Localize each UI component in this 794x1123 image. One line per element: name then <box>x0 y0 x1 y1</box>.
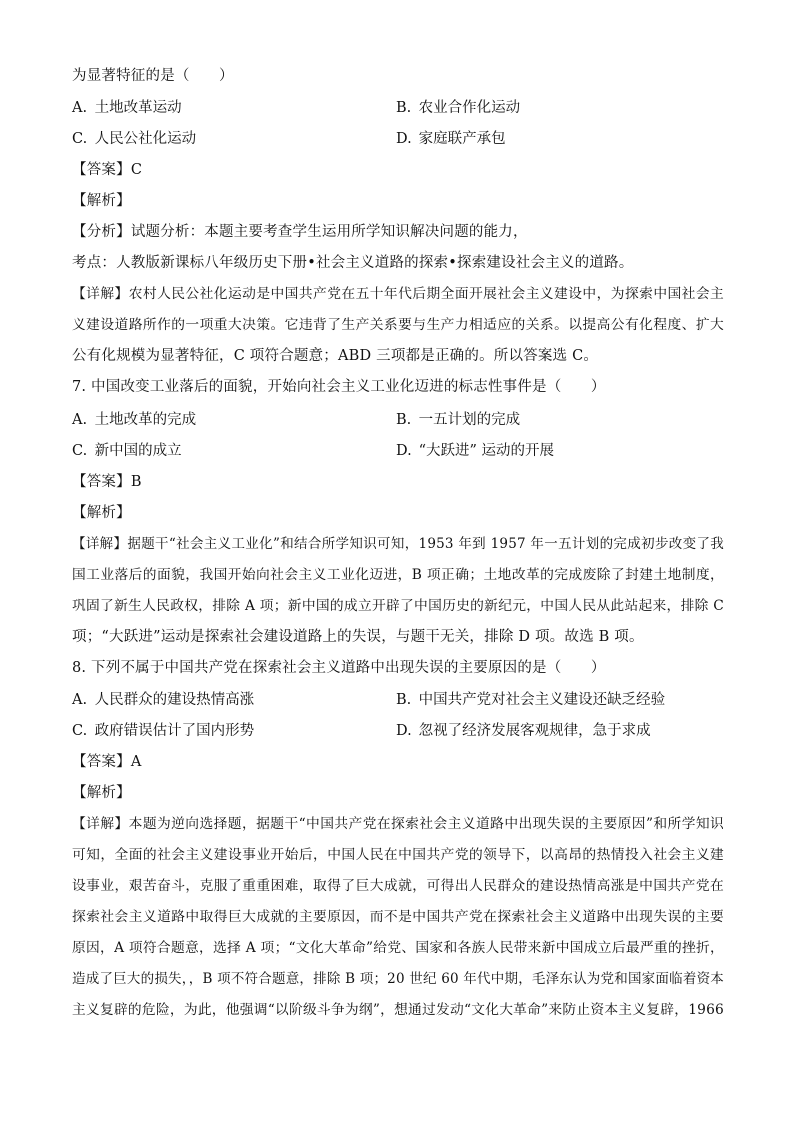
q8-option-c-text: 政府错误估计了国内形势 <box>94 723 255 739</box>
q8-detail-line-5: 原因，A 项符合题意，选择 A 项；“文化大革命”给党、国家和各族人民带来新中国成立后最严重的挫折， <box>72 940 724 956</box>
q6-analysis-tag: 【解析】 <box>72 193 131 209</box>
q7-analysis-tag: 【解析】 <box>72 505 131 521</box>
q8-detail-tag: 【详解】 <box>72 816 129 832</box>
q6-option-a-text: 土地改革运动 <box>94 100 182 116</box>
q6-fenxi-text: 试题分析：本题主要考查学生运用所学知识解决问题的能力， <box>130 224 528 240</box>
q8-analysis-tag: 【解析】 <box>72 785 131 801</box>
q7-detail-text-1: 据题干“社会主义工业化”和结合所学知识可知，1953 年到 1957 年一五计划的完成初步改变了我 <box>127 536 724 552</box>
q8-detail-line-1 <box>72 814 724 834</box>
q6-detail-line-2: 义建设道路所作的一项重大决策。它违背了生产关系要与生产力相适应的关系。以提高公有化程度、扩大 <box>72 317 724 333</box>
q7-answer-tag: 【答案】 <box>72 474 131 490</box>
q6-fenxi <box>72 222 724 242</box>
q6-answer-tag: 【答案】 <box>72 162 131 178</box>
q8-detail-line-4: 探索社会主义道路中取得巨大成就的主要原因，而不是中国共产党在探索社会主义道路中出现失误的主要 <box>72 909 724 925</box>
q8-answer-tag: 【答案】 <box>72 754 131 770</box>
q8-stem: 8. 下列不属于中国共产党在探索社会主义道路中出现失误的主要原因的是（ ） <box>72 660 606 676</box>
q8-option-c <box>72 721 254 741</box>
q7-option-c <box>72 441 182 461</box>
q8-detail-line-7: 主义复辟的危险，为此，他强调“以阶级斗争为纲”，想通过发动“文化大革命”来防止资本主义复辟，1966 <box>72 1002 724 1018</box>
q6-option-d-letter: D. <box>396 131 412 147</box>
q8-option-d-text: 忽视了经济发展客观规律，急于求成 <box>418 723 651 739</box>
q8-option-b-letter: B. <box>396 692 412 708</box>
q8-option-b <box>396 690 665 710</box>
q7-option-d <box>396 441 554 461</box>
q8-detail-text-1: 本题为逆向选择题，据题干“中国共产党在探索社会主义道路中出现失误的主要原因”和所学知识 <box>128 816 724 832</box>
q6-answer <box>72 160 724 180</box>
q7-detail-line-4: 项；“大跃进”运动是探索社会建设道路上的失误，与题干无关，排除 D 项。故选 B 项。 <box>72 629 644 645</box>
q7-detail-line-3: 巩固了新生人民政权，排除 A 项；新中国的成立开辟了中国历史的新纪元，中国人民从此站起来，排除 C <box>72 598 724 614</box>
q7-option-a-text: 土地改革的完成 <box>94 412 197 428</box>
q7-detail-tag: 【详解】 <box>72 536 128 552</box>
q6-option-b <box>396 98 520 118</box>
q8-option-d <box>396 721 651 741</box>
q7-option-c-letter: C. <box>72 443 88 459</box>
q6-option-a <box>72 98 182 118</box>
q7-option-a <box>72 410 196 430</box>
q6-detail-line-1 <box>72 284 724 304</box>
q6-option-d <box>396 129 506 149</box>
q7-detail-line-2: 国工业落后的面貌，我国开始向社会主义工业化迈进，B 项正确；土地改革的完成废除了封建土地制度， <box>72 567 724 583</box>
q8-option-b-text: 中国共产党对社会主义建设还缺乏经验 <box>418 692 666 708</box>
q6-kaodian: 考点：人教版新课标八年级历史下册•社会主义道路的探索•探索建设社会主义的道路。 <box>72 255 634 271</box>
q8-option-d-letter: D. <box>396 723 412 739</box>
q7-option-d-letter: D. <box>396 443 412 459</box>
q6-option-d-text: 家庭联产承包 <box>418 131 506 147</box>
q6-option-c <box>72 129 196 149</box>
q7-option-a-letter: A. <box>72 412 88 428</box>
q8-detail-line-6: 造成了巨大的损失，，B 项不符合题意，排除 B 项；20 世纪 60 年代中期，毛泽东认为党和国家面临着资本 <box>72 971 724 987</box>
q6-stem-tail: 为显著特征的是（ ） <box>72 68 234 84</box>
q7-option-d-text: “大跃进” 运动的开展 <box>418 443 555 459</box>
q6-detail-line-3: 公有化规模为显著特征，C 项符合题意；ABD 三项都是正确的。所以答案选 C。 <box>72 348 599 364</box>
q7-option-b-text: 一五计划的完成 <box>418 412 521 428</box>
q6-detail-text-1: 农村人民公社化运动是中国共产党在五十年代后期全面开展社会主义建设中，为探索中国社会主 <box>128 286 724 302</box>
q6-answer-value: C <box>130 162 143 178</box>
q8-option-a <box>72 690 254 710</box>
q6-fenxi-tag: 【分析】 <box>72 224 131 240</box>
q6-option-c-text: 人民公社化运动 <box>94 131 197 147</box>
q8-option-a-letter: A. <box>72 692 88 708</box>
q6-detail-tag: 【详解】 <box>72 286 129 302</box>
q8-option-c-letter: C. <box>72 723 88 739</box>
q6-option-a-letter: A. <box>72 100 88 116</box>
q8-option-a-text: 人民群众的建设热情高涨 <box>94 692 255 708</box>
q6-option-b-letter: B. <box>396 100 412 116</box>
q8-answer <box>72 752 724 772</box>
q7-stem: 7. 中国改变工业落后的面貌，开始向社会主义工业化迈进的标志性事件是（ ） <box>72 379 606 395</box>
q7-option-b-letter: B. <box>396 412 412 428</box>
q7-answer <box>72 472 724 492</box>
q8-answer-value: A <box>130 754 142 770</box>
q8-detail-line-3: 设事业，艰苦奋斗，克服了重重困难，取得了巨大成就，可得出人民群众的建设热情高涨是中国共产党在 <box>72 878 724 894</box>
q7-option-c-text: 新中国的成立 <box>94 443 182 459</box>
q6-option-c-letter: C. <box>72 131 88 147</box>
q6-option-b-text: 农业合作化运动 <box>418 100 521 116</box>
q7-option-b <box>396 410 520 430</box>
q7-detail-line-1 <box>72 534 724 554</box>
q8-detail-line-2: 可知，全面的社会主义建设事业开始后，中国人民在中国共产党的领导下，以高昂的热情投入社会主义建 <box>72 847 724 863</box>
q7-answer-value: B <box>130 474 142 490</box>
